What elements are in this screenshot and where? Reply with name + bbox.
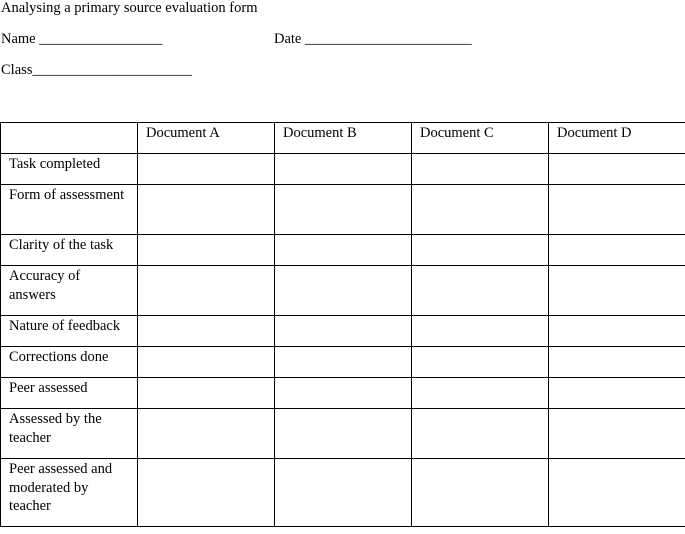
row-label: Task completed: [1, 154, 138, 185]
table-cell[interactable]: [412, 347, 549, 378]
table-row: [1, 409, 685, 459]
table-cell[interactable]: [549, 316, 685, 347]
class-field[interactable]: Class______________________: [1, 62, 192, 78]
table-cell[interactable]: [138, 185, 275, 235]
table-cell[interactable]: [138, 459, 275, 527]
table-cell[interactable]: [138, 409, 275, 459]
row-label: Peer assessed: [1, 378, 138, 409]
header-document-d: Document D: [549, 123, 685, 154]
header-document-a: Document A: [138, 123, 275, 154]
form-title: Analysing a primary source evaluation form: [1, 0, 258, 16]
table-cell[interactable]: [412, 235, 549, 266]
table-cell[interactable]: [275, 378, 412, 409]
row-label: Nature of feedback: [1, 316, 138, 347]
row-label: Accuracy of answers: [1, 266, 138, 316]
row-label: Corrections done: [1, 347, 138, 378]
table-cell[interactable]: [138, 316, 275, 347]
table-cell[interactable]: [549, 154, 685, 185]
table-cell[interactable]: [275, 316, 412, 347]
table-cell[interactable]: [412, 266, 549, 316]
table-row: [1, 378, 685, 409]
table-cell[interactable]: [138, 235, 275, 266]
table-cell[interactable]: [275, 266, 412, 316]
table-cell[interactable]: [412, 378, 549, 409]
table-row: [1, 459, 685, 527]
header-cell-blank: [1, 123, 138, 154]
table-cell[interactable]: [275, 185, 412, 235]
table-cell[interactable]: [549, 347, 685, 378]
table-cell[interactable]: [412, 459, 549, 527]
table-cell[interactable]: [138, 378, 275, 409]
table-cell[interactable]: [138, 347, 275, 378]
table-row: [1, 235, 685, 266]
table-cell[interactable]: [275, 459, 412, 527]
table-cell[interactable]: [275, 347, 412, 378]
table-row: [1, 185, 685, 235]
table-cell[interactable]: [549, 266, 685, 316]
header-document-b: Document B: [275, 123, 412, 154]
table-cell[interactable]: [549, 378, 685, 409]
table-cell[interactable]: [275, 409, 412, 459]
date-field[interactable]: Date _______________________: [274, 31, 472, 47]
table-cell[interactable]: [275, 235, 412, 266]
row-label: Clarity of the task: [1, 235, 138, 266]
table-cell[interactable]: [275, 154, 412, 185]
table-row: [1, 266, 685, 316]
table-cell[interactable]: [549, 185, 685, 235]
table-row: [1, 347, 685, 378]
table-cell[interactable]: [412, 154, 549, 185]
table-cell[interactable]: [138, 266, 275, 316]
table-cell[interactable]: [549, 409, 685, 459]
table-cell[interactable]: [549, 459, 685, 527]
name-field[interactable]: Name _________________: [1, 31, 163, 47]
row-label: Form of assessment: [1, 185, 138, 235]
table-cell[interactable]: [412, 316, 549, 347]
table-header-row: [1, 123, 685, 154]
table-cell[interactable]: [138, 154, 275, 185]
evaluation-table: [0, 122, 685, 527]
table-row: [1, 154, 685, 185]
table-row: [1, 316, 685, 347]
row-label: Peer assessed and moderated by teacher: [1, 459, 138, 527]
row-label: Assessed by the teacher: [1, 409, 138, 459]
table-cell[interactable]: [549, 235, 685, 266]
header-document-c: Document C: [412, 123, 549, 154]
table-cell[interactable]: [412, 185, 549, 235]
table-cell[interactable]: [412, 409, 549, 459]
